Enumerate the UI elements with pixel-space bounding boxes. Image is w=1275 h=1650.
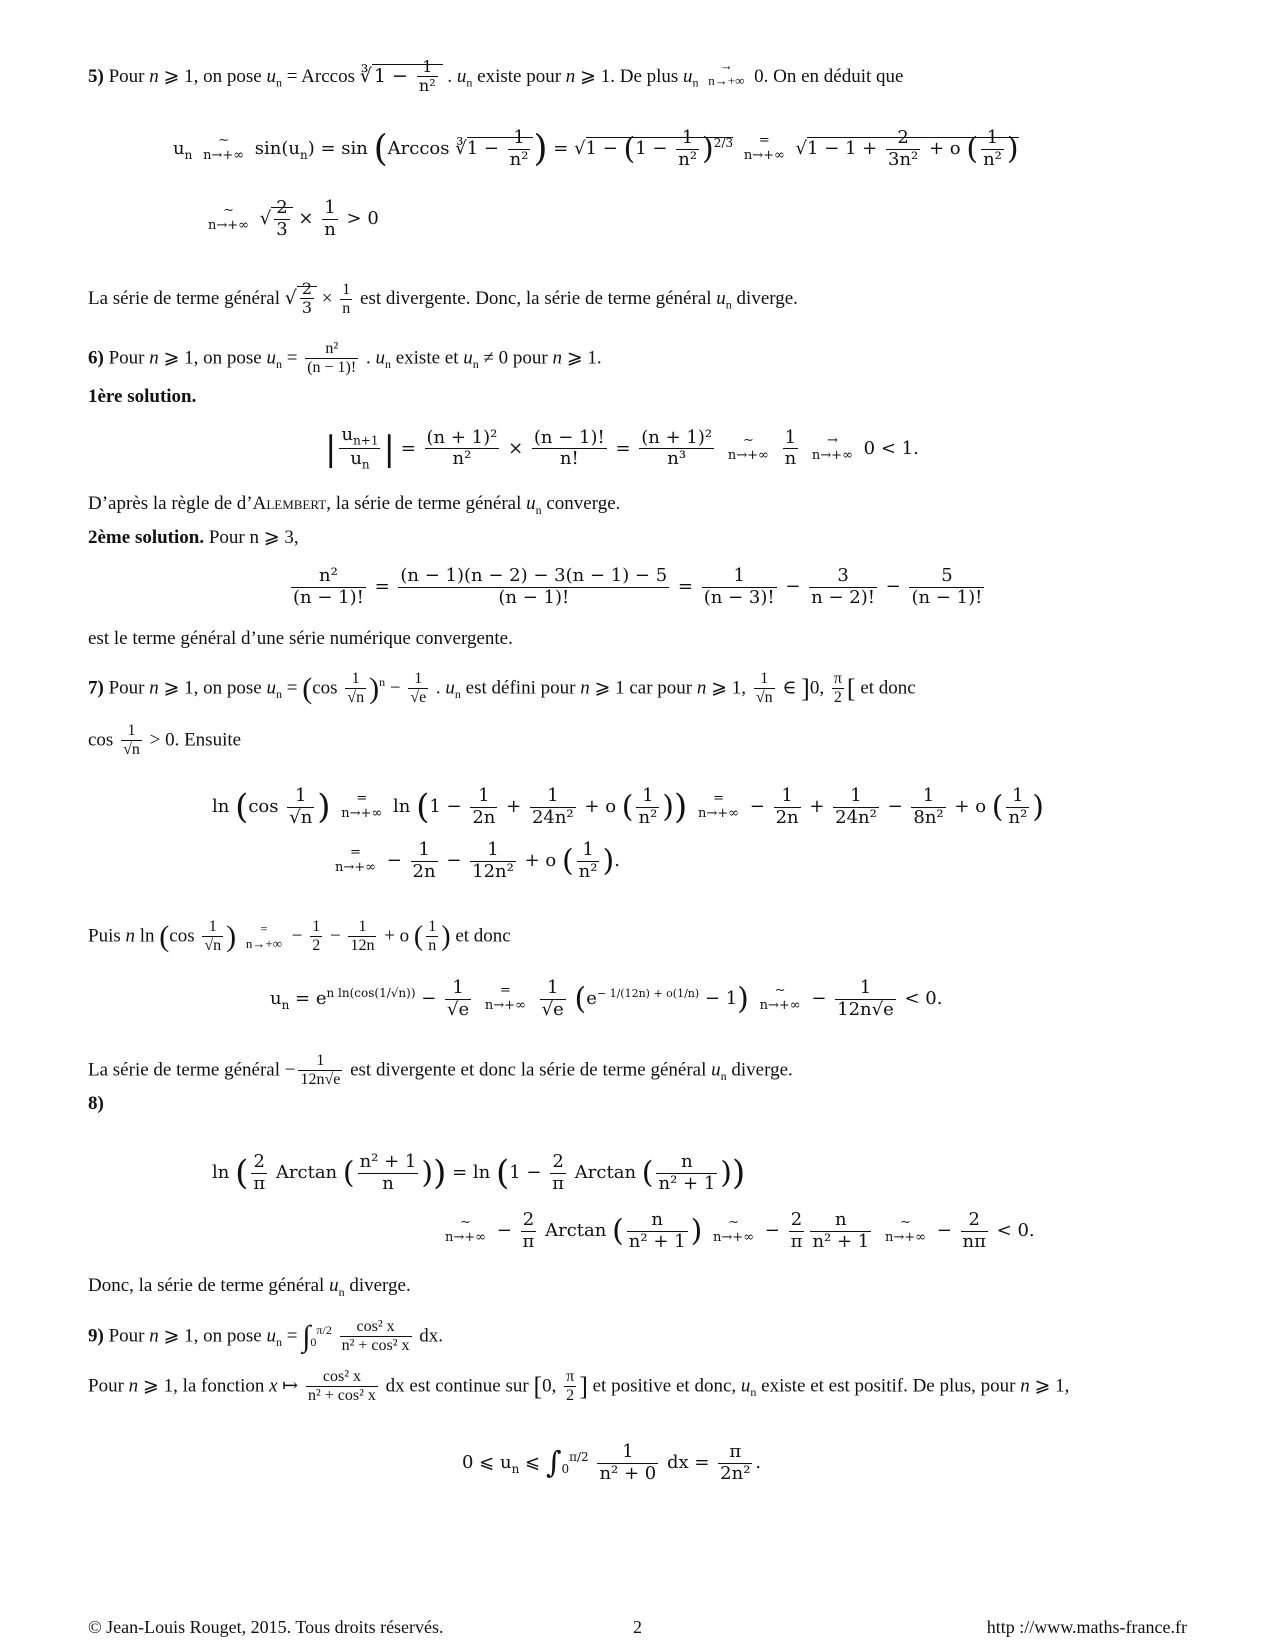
item-5-conclusion: La série de terme général √ $\frac{2}{3}$ × $\frac{1}{n}$ est divergente. Donc, la série de terme général $u_n$ diverge. [88, 279, 798, 318]
website-link[interactable]: http ://www.maths-france.fr [986, 1617, 1187, 1637]
item-5-statement: 5) Pour n ⩾ 1, on pose $u_n = Arccos$ ∛ 1 − $\frac{1}{\text{n²}}$ . $u_n$ existe pour n ⩾ 1. De plus $u_n$ → n→+∞ 0. On en déduit que [88, 57, 904, 96]
page-footer [88, 1617, 1187, 1643]
item-8-equation-2: ∼ n→+∞ − $\frac{2}{\pi}$ Arctan ( $\frac{n}{\text{n² + 1}}$ ) ∼ n→+∞ − $\frac{2}{\pi}$ $\frac{n}{\text{n² + 1}}$ ∼ n→+∞ − $\frac{2}{n\pi}$ < 0. [445, 1209, 1035, 1252]
item-5-equation-2: ∼ n→+∞ √ $\frac{2}{3}$ × $\frac{1}{n}$ > 0 [208, 197, 379, 240]
item-7-statement: 7) Pour n ⩾ 1, on pose $u_n = (\cos$ $\frac{1}{√n}$ )$^n$ − $\frac{1}{√e}$ . $u_n$ est défini pour n ⩾ 1 car pour n ⩾ 1, $\frac{1}{√n}$ ∈ ]0, $\frac{\pi}{2}$ [ et donc [88, 670, 916, 707]
item-7-cos-positive: cos $\frac{1}{√n}$ > 0. Ensuite [88, 722, 242, 759]
item-6-conclusion: est le terme général d’une série numérique convergente. [88, 628, 513, 649]
page-number: 2 [633, 1617, 642, 1637]
item-8-equation-1: ln ( $\frac{2}{\pi}$ Arctan ( $\frac{\text{n² + 1}}{n}$ )) = ln (1 − $\frac{2}{\pi}$ Arctan ( $\frac{n}{\text{n² + 1}}$ )) [212, 1151, 746, 1194]
item-6-statement: 6) Pour n ⩾ 1, on pose $u_n$ = $\frac{\text{n²}}{(n - 1)!}$ . $u_n$ existe et $u_n \ne 0$ pour n ⩾ 1. [88, 340, 602, 377]
item-number: 5) [88, 65, 104, 87]
second-solution-line: 2ème solution. Pour n ⩾ 3, [88, 527, 299, 548]
item-number: 9) [88, 1325, 104, 1347]
item-number: 6) [88, 347, 104, 369]
item-7-conclusion: La série de terme général − $\frac{1}{12n√e}$ est divergente et donc la série de terme général $u_n$ diverge. [88, 1052, 793, 1089]
item-number: 7) [88, 677, 104, 699]
item-5-equation-1: $u_n$ ∼ n→+∞ $\sin(u_n) = \sin (Arccos$ ∛1 − $\frac{1}{\text{n²}}$ ) = √1 − (1 − $\frac{1}{\text{n²}}$ )$^{2/3}$ = n→+∞ √1 − 1 + $\frac{2}{\text{3n²}}$ + o ( $\frac{1}{\text{n²}}$ ) [173, 127, 1019, 170]
first-solution-heading: 1ère solution. [88, 386, 197, 407]
item-9-bound: 0 ⩽ $u_n$ ⩽ $\int_0^{\pi/2}$ $\frac{1}{\text{n² + 0}}$ dx = $\frac{\pi}{\text{2n²}}$ . [462, 1441, 762, 1484]
item-7-log-expansion-2: = n→+∞ − $\frac{1}{2n}$ − $\frac{1}{\text{12n²}}$ + o ( $\frac{1}{\text{n²}}$ ). [335, 839, 620, 882]
copyright-notice: © Jean-Louis Rouget, 2015. Tous droits réservés. [88, 1617, 444, 1637]
item-7-un-equivalent: $u_n = e^{n ln(cos(1/√n))}$ − $\frac{1}{√e}$ = n→+∞ $\frac{1}{√e}$ $(e^{- 1/(12n) + o(1/n)} - 1)$ ∼ n→+∞ − $\frac{1}{12n√e}$ < 0. [270, 977, 943, 1020]
alembert-conclusion: D’après la règle de d’Alembert, la série de terme général $u_n$ converge. [88, 493, 621, 517]
item-8-number: 8) [88, 1093, 104, 1114]
item-6-ratio-equation: | $\frac{u_{n+1}}{u_n}$ | = $\frac{\text{(n + 1)²}}{\text{n²}}$ × $\frac{(n - 1)!}{n!}$ = $\frac{\text{(n + 1)²}}{\text{n³}}$ ∼ n→+∞ $\frac{1}{n}$ → n→+∞ 0 < 1. [325, 424, 919, 472]
item-9-continuity: Pour n ⩾ 1, la fonction x ↦ $\frac{\text{cos² x}}{\text{n² + cos² x}}$ dx est continue sur [0, $\frac{\pi}{2}$ ] et positive et donc, $u_n$ existe et est positif. De plus, pour n ⩾ 1, [88, 1368, 1070, 1405]
item-9-statement: 9) Pour n ⩾ 1, on pose $u_n = \int_0^{\pi/2}$ $\frac{\text{cos² x}}{\text{n² + cos² x}}$ dx. [88, 1318, 444, 1355]
item-7-log-expansion-1: ln (cos $\frac{1}{√n}$ ) = n→+∞ ln (1 − $\frac{1}{2n}$ + $\frac{1}{\text{24n²}}$ + o ( $\frac{1}{\text{n²}}$ )) = n→+∞ − $\frac{1}{2n}$ + $\frac{1}{\text{24n²}}$ − $\frac{1}{\text{8n²}}$ + o ( $\frac{1}{\text{n²}}$ ) [212, 785, 1045, 828]
item-7-n-ln-line: Puis n ln (cos $\frac{1}{√n}$ ) = n→+∞ − $\frac{1}{2}$ − $\frac{1}{12n}$ + o ( $\frac{1}{n}$ ) et donc [88, 918, 511, 955]
item-6-decomposition-equation: $\frac{\text{n²}}{(n - 1)!}$ = $\frac{(n - 1)(n - 2) - 3(n - 1) - 5}{(n - 1)!}$ = $\frac{1}{(n - 3)!}$ − $\frac{3}{n - 2)!}$ − $\frac{5}{(n - 1)!}$ [293, 565, 983, 608]
item-8-conclusion: Donc, la série de terme général $u_n$ diverge. [88, 1275, 411, 1299]
